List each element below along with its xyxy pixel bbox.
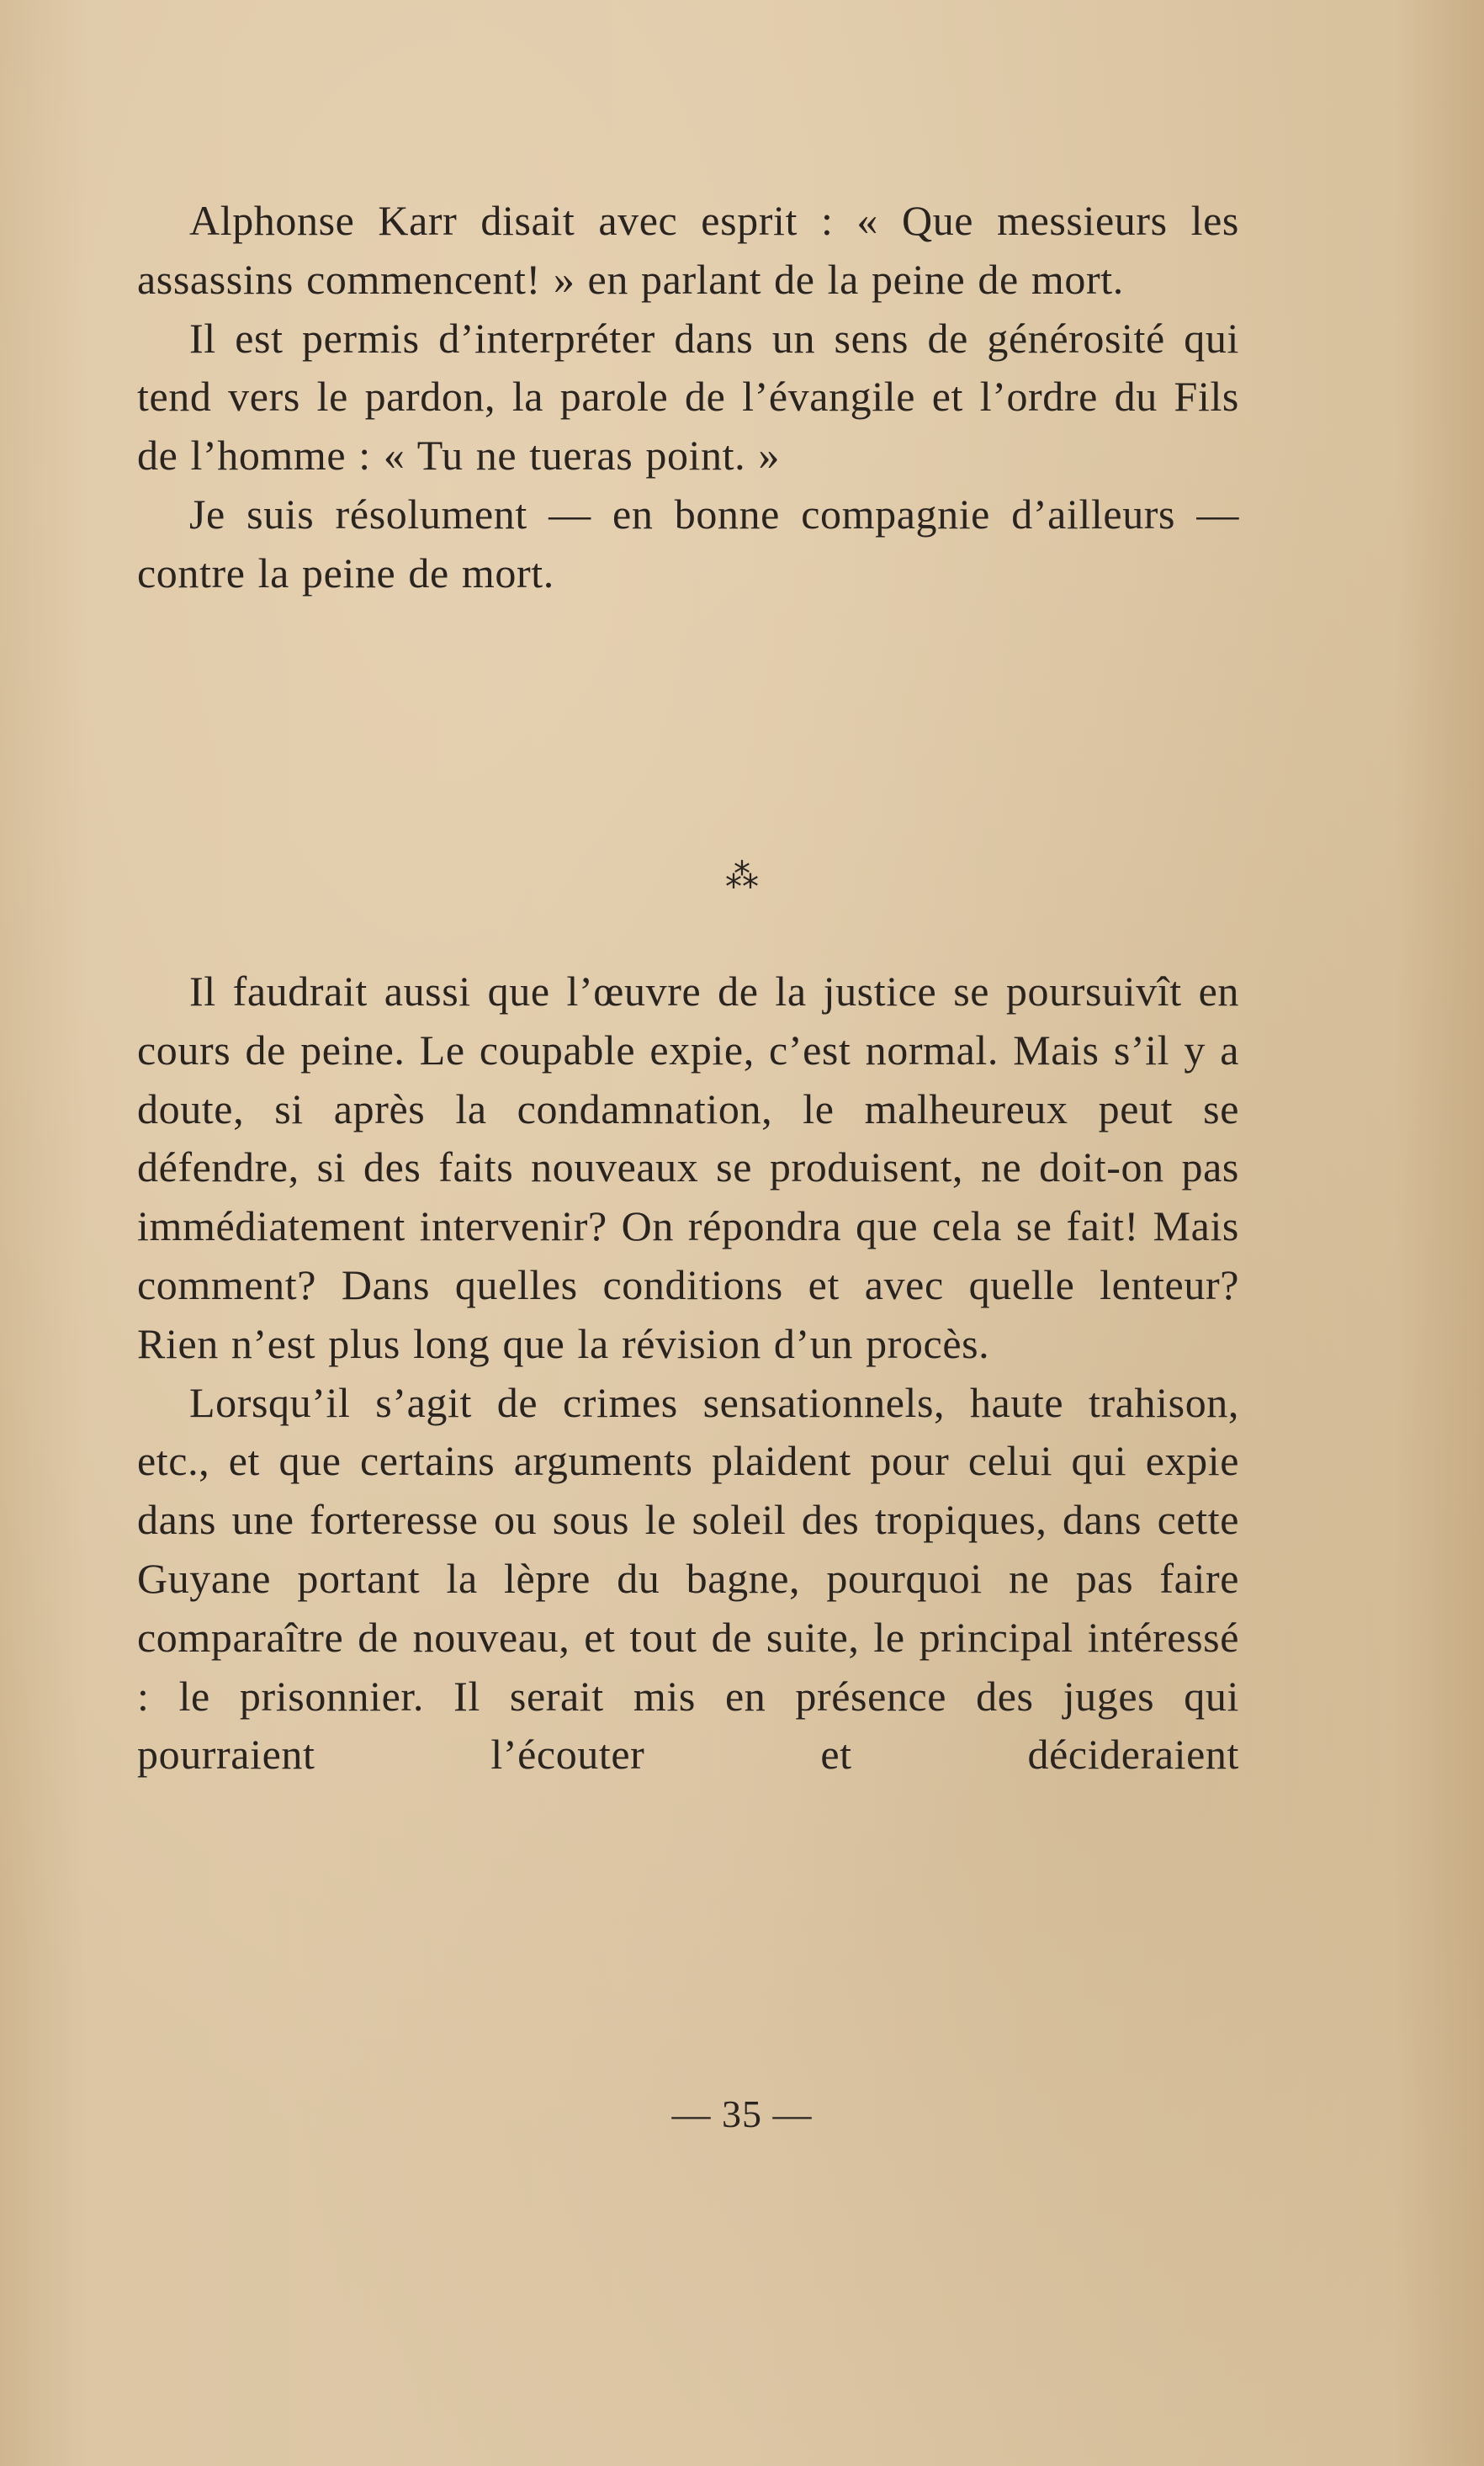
section-separator [0,851,1484,902]
asterism-glyph: ⁂ [725,857,759,896]
text-block-top [137,192,1239,603]
page-number: — 35 — [671,2092,813,2135]
paragraph: Alphonse Karr disait avec esprit : « Que messieurs les assassins commencent! » en parlant de la peine de mort. [137,197,1239,303]
paragraph: Il est permis d’interpréter dans un sens de générosité qui tend vers le pardon, la parole de l’évangile et l’ordre du Fils de l’homme : « Tu ne tueras point. » [137,314,1239,480]
paragraph: Lorsqu’il s’agit de crimes sensationnels, haute trahison, etc., et que certains arguments plaident pour celui qui expie dans une forteresse ou sous le soleil des tropiques, dans cette Guyane portant la lèpre du bagne, pourquoi ne pas faire comparaître de nouveau, et tout de suite, le principal intéressé : le prisonnier. Il serait mis en présence des juges qui pourraient l’écouter et décideraient [137,1378,1239,1779]
paragraph: Je suis résolument — en bonne compagnie d’ailleurs — contre la peine de mort. [137,490,1239,597]
text-block-bottom [137,963,1239,1785]
paragraph: Il faudrait aussi que l’œuvre de la justice se poursuivît en cours de peine. Le coupable expie, c’est normal. Mais s’il y a doute, si après la condamnation, le malheureux peut se défendre, si des faits nouveaux se produisent, ne doit-on pas immédiatement intervenir? On répondra que cela se fait! Mais comment? Dans quelles conditions et avec quelle lenteur? Rien n’est plus long que la révision d’un procès. [137,968,1239,1367]
